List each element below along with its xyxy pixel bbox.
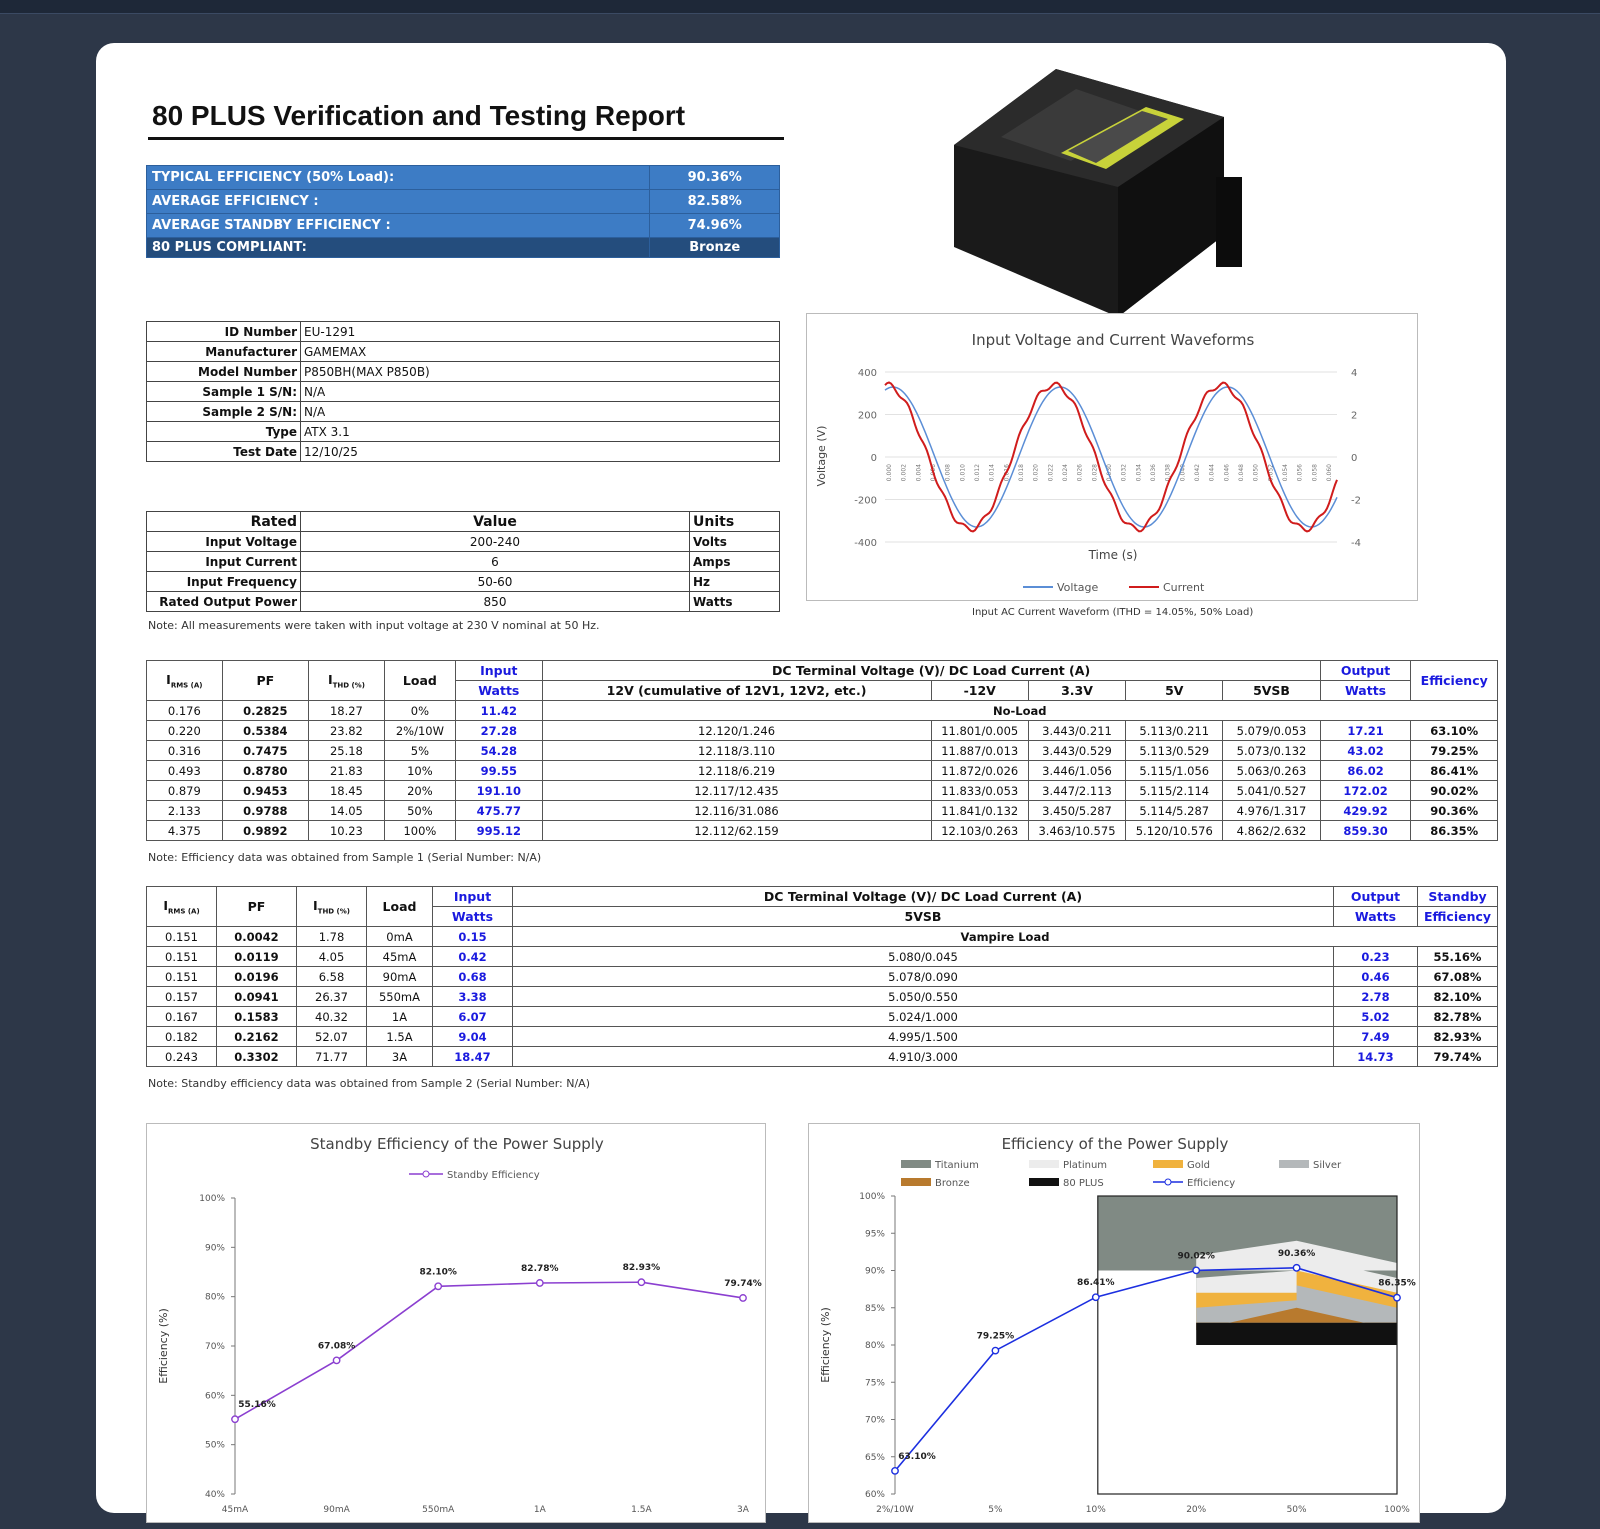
info-label: Sample 1 S/N: [147, 382, 301, 402]
chart-ylabel: Efficiency (%) [157, 1308, 170, 1384]
waveform-time-tick: 0.060 [1326, 464, 1333, 482]
chart-title: Standby Efficiency of the Power Supply [310, 1135, 604, 1153]
col-3v3: 3.3V [1028, 681, 1125, 701]
col-input-1: Input [433, 887, 513, 907]
waveform-time-tick: 0.058 [1311, 464, 1319, 482]
legend-label: Gold [1187, 1160, 1210, 1171]
rated-label: Input Voltage [147, 532, 301, 552]
rated-label: Input Current [147, 552, 301, 572]
summary-value: 82.58% [650, 190, 780, 214]
legend-label: Titanium [935, 1160, 979, 1171]
rated-value: 6 [301, 552, 690, 572]
y-tick-label: 80% [864, 1341, 885, 1351]
rated-value: 50-60 [301, 572, 690, 592]
info-value: GAMEMAX [301, 342, 780, 362]
waveform-time-tick: 0.050 [1252, 464, 1260, 482]
waveform-caption: Input AC Current Waveform (ITHD = 14.05%, 50% Load) [972, 607, 1254, 618]
waveform-right-tick: -4 [1351, 538, 1361, 549]
info-label: Manufacturer [147, 342, 301, 362]
col-input-2: Watts [433, 907, 513, 927]
waveform-chart [807, 314, 1419, 602]
data-point [435, 1283, 441, 1289]
y-tick-label: 95% [864, 1229, 885, 1240]
table-row: 0.151 0.0119 4.05 45mA 0.42 5.080/0.045 0.23 55.16% [147, 947, 1498, 967]
col-ithd: $I_{THD (\%)}$ [297, 887, 367, 927]
rated-unit: Hz [690, 572, 780, 592]
waveform-ylabel: Voltage (V) [815, 425, 828, 487]
table-row: 4.375 0.9892 10.23 100% 995.12 12.112/62.159 12.103/0.263 3.463/10.575 5.120/10.576 4.862/2.632 859.30 86.35% [147, 821, 1498, 841]
data-label: 82.10% [419, 1267, 457, 1278]
table-row: 0.879 0.9453 18.45 20% 191.10 12.117/12.435 11.833/0.053 3.447/2.113 5.115/2.114 5.041/0.527 172.02 90.02% [147, 781, 1498, 801]
waveform-time-tick: 0.026 [1076, 464, 1084, 482]
waveform-time-tick: 0.056 [1296, 464, 1304, 482]
waveform-time-tick: 0.038 [1164, 464, 1172, 482]
col-5vsb: 5VSB [513, 907, 1334, 927]
waveform-right-tick: 4 [1351, 368, 1358, 379]
info-value: ATX 3.1 [301, 422, 780, 442]
rated-label: Rated Output Power [147, 592, 301, 612]
y-tick-label: 100% [199, 1194, 225, 1204]
data-point [992, 1347, 998, 1353]
waveform-time-tick: 0.002 [900, 464, 908, 482]
chart-title: Efficiency of the Power Supply [1001, 1135, 1229, 1153]
summary-label: TYPICAL EFFICIENCY (50% Load): [147, 166, 650, 190]
waveform-time-tick: 0.012 [974, 464, 981, 482]
waveform-time-tick: 0.018 [1018, 464, 1025, 482]
y-tick-label: 90% [204, 1243, 225, 1254]
legend-label: Efficiency [1187, 1178, 1236, 1189]
rated-header: Value [301, 512, 690, 532]
data-label: 86.35% [1378, 1278, 1416, 1289]
summary-value: Bronze [650, 238, 780, 258]
y-tick-label: 50% [204, 1440, 225, 1451]
col-12v: 12V (cumulative of 12V1, 12V2, etc.) [542, 681, 931, 701]
col-minus12v: -12V [931, 681, 1028, 701]
legend-voltage-label: Voltage [1057, 581, 1099, 594]
efficiency-chart [809, 1124, 1421, 1524]
summary-value: 74.96% [650, 214, 780, 238]
waveform-left-tick: 0 [870, 453, 877, 464]
info-value: P850BH(MAX P850B) [301, 362, 780, 382]
rated-unit: Amps [690, 552, 780, 572]
waveform-time-tick: 0.052 [1267, 464, 1275, 482]
chart-ylabel: Efficiency (%) [819, 1307, 832, 1383]
legend-swatch [1029, 1160, 1059, 1168]
table-row: 0.182 0.2162 52.07 1.5A 9.04 4.995/1.500 7.49 82.93% [147, 1027, 1498, 1047]
y-tick-label: 40% [204, 1490, 225, 1500]
table-row: 0.157 0.0941 26.37 550mA 3.38 5.050/0.550 2.78 82.10% [147, 987, 1498, 1007]
summary-label: AVERAGE STANDBY EFFICIENCY : [147, 214, 650, 238]
waveform-time-tick: 0.020 [1032, 464, 1040, 482]
rated-header: Rated [147, 512, 301, 532]
table-row: 0.316 0.7475 25.18 5% 54.28 12.118/3.110 11.887/0.013 3.443/0.529 5.113/0.529 5.073/0.132 43.02 79.25% [147, 741, 1498, 761]
legend-marker [1165, 1179, 1171, 1185]
table-row: 0.151 0.0042 1.78 0mA 0.15 Vampire Load [147, 927, 1498, 947]
y-tick-label: 65% [864, 1452, 885, 1463]
waveform-right-tick: -2 [1351, 495, 1361, 507]
x-tick-label: 90mA [323, 1505, 350, 1515]
data-label: 82.93% [622, 1263, 661, 1274]
vampire-load-label: Vampire Load [513, 927, 1498, 947]
waveform-right-tick: 0 [1351, 453, 1358, 464]
info-value: 12/10/25 [301, 442, 780, 462]
waveform-time-tick: 0.036 [1150, 464, 1157, 482]
data-point [1193, 1267, 1199, 1273]
table-row: 0.243 0.3302 71.77 3A 18.47 4.910/3.000 14.73 79.74% [147, 1047, 1498, 1067]
y-tick-label: 90% [864, 1266, 885, 1277]
col-load: Load [367, 887, 433, 927]
table-row: 2.133 0.9788 14.05 50% 475.77 12.116/31.086 11.841/0.132 3.450/5.287 5.114/5.287 4.976/1.317 429.92 90.36% [147, 801, 1498, 821]
col-5vsb: 5VSB [1223, 681, 1320, 701]
legend-label: Platinum [1063, 1160, 1108, 1171]
col-output-1: Output [1334, 887, 1418, 907]
waveform-time-tick: 0.028 [1091, 464, 1099, 482]
waveform-title: Input Voltage and Current Waveforms [971, 331, 1255, 349]
waveform-time-tick: 0.014 [988, 464, 996, 482]
waveform-right-tick: 2 [1351, 410, 1358, 422]
info-value: EU-1291 [301, 322, 780, 342]
col-dc-terminal: DC Terminal Voltage (V)/ DC Load Current (A) [542, 661, 1320, 681]
x-tick-label: 2%/10W [876, 1505, 914, 1515]
y-tick-label: 80% [204, 1292, 225, 1303]
col-pf: PF [217, 887, 297, 927]
legend-swatch [901, 1160, 931, 1168]
rated-unit: Volts [690, 532, 780, 552]
info-label: Test Date [147, 442, 301, 462]
data-point [892, 1468, 898, 1474]
y-tick-label: 70% [864, 1415, 885, 1426]
info-value: N/A [301, 402, 780, 422]
waveform-time-tick: 0.030 [1106, 464, 1113, 482]
data-point [1093, 1294, 1099, 1300]
data-point [232, 1416, 238, 1422]
efficiency-note: Note: Efficiency data was obtained from Sample 1 (Serial Number: N/A) [148, 851, 542, 864]
waveform-time-tick: 0.010 [959, 464, 967, 482]
data-label: 86.41% [1077, 1278, 1115, 1289]
data-label: 82.78% [521, 1263, 559, 1274]
info-table [146, 321, 780, 462]
col-load: Load [384, 661, 455, 701]
rated-label: Input Frequency [147, 572, 301, 592]
legend-swatch [1153, 1160, 1183, 1168]
legend-swatch [901, 1178, 931, 1186]
report-page [96, 43, 1506, 1513]
x-tick-label: 550mA [422, 1505, 455, 1515]
col-standby-1: Standby [1418, 887, 1498, 907]
x-tick-label: 1.5A [631, 1505, 652, 1515]
data-label: 79.25% [976, 1331, 1015, 1342]
waveform-time-tick: 0.040 [1179, 464, 1187, 482]
col-5v: 5V [1126, 681, 1223, 701]
x-tick-label: 1A [533, 1505, 546, 1515]
x-tick-label: 20% [1186, 1505, 1207, 1515]
table-row: 0.176 0.2825 18.27 0% 11.42 No-Load [147, 701, 1498, 721]
standby-table [146, 886, 1498, 1067]
legend-marker [423, 1171, 429, 1177]
data-point [740, 1295, 746, 1301]
data-point [638, 1279, 644, 1285]
legend-swatch [1029, 1178, 1059, 1186]
waveform-left-tick: -200 [854, 495, 877, 507]
standby-efficiency-chart-box [146, 1123, 766, 1523]
waveform-time-tick: 0.032 [1120, 464, 1128, 482]
waveform-time-tick: 0.042 [1194, 464, 1201, 482]
data-point [537, 1280, 543, 1286]
col-input-1: Input [456, 661, 542, 681]
y-tick-label: 100% [859, 1192, 885, 1202]
band-80-plus [1196, 1323, 1397, 1345]
x-tick-label: 10% [1085, 1505, 1106, 1515]
title-underline [148, 137, 784, 140]
data-point [1293, 1265, 1299, 1271]
waveform-left-tick: -400 [854, 538, 877, 549]
col-dc-terminal: DC Terminal Voltage (V)/ DC Load Current (A) [513, 887, 1334, 907]
legend-label: Standby Efficiency [447, 1170, 540, 1181]
legend-label: Bronze [935, 1178, 970, 1189]
summary-label: AVERAGE EFFICIENCY : [147, 190, 650, 214]
waveform-time-tick: 0.048 [1238, 464, 1245, 482]
col-input-2: Watts [456, 681, 542, 701]
waveform-xlabel: Time (s) [1088, 548, 1138, 562]
col-output-1: Output [1320, 661, 1411, 681]
x-tick-label: 45mA [221, 1505, 249, 1515]
data-label: 90.02% [1177, 1251, 1215, 1262]
rated-value: 200-240 [301, 532, 690, 552]
x-tick-label: 100% [1384, 1505, 1410, 1515]
summary-value: 90.36% [650, 166, 780, 190]
waveform-time-tick: 0.004 [915, 464, 923, 482]
legend-swatch [1279, 1160, 1309, 1168]
waveform-time-tick: 0.016 [1003, 464, 1011, 482]
waveform-left-tick: 200 [857, 410, 877, 422]
top-bar [0, 0, 1600, 14]
col-output-2: Watts [1320, 681, 1411, 701]
waveform-time-tick: 0.006 [930, 464, 937, 482]
series-line [235, 1282, 743, 1419]
y-tick-label: 70% [204, 1342, 225, 1352]
info-label: Type [147, 422, 301, 442]
waveform-left-tick: 400 [857, 368, 877, 379]
waveform-time-tick: 0.034 [1135, 464, 1143, 482]
table-row: 0.151 0.0196 6.58 90mA 0.68 5.078/0.090 0.46 67.08% [147, 967, 1498, 987]
col-irms: $I_{RMS (A)}$ [147, 661, 223, 701]
no-load-label: No-Load [542, 701, 1497, 721]
standby-efficiency-chart [147, 1124, 767, 1524]
col-ithd: $I_{THD (\%)}$ [309, 661, 385, 701]
data-label: 63.10% [898, 1451, 936, 1462]
col-efficiency: Efficiency [1411, 661, 1498, 701]
report-title: 80 PLUS Verification and Testing Report [152, 100, 686, 131]
standby-note: Note: Standby efficiency data was obtained from Sample 2 (Serial Number: N/A) [148, 1077, 590, 1090]
col-standby-2: Efficiency [1418, 907, 1498, 927]
data-label: 79.74% [724, 1278, 762, 1289]
info-value: N/A [301, 382, 780, 402]
legend-current-label: Current [1163, 581, 1205, 594]
rated-unit: Watts [690, 592, 780, 612]
table-row: 0.220 0.5384 23.82 2%/10W 27.28 12.120/1.246 11.801/0.005 3.443/0.211 5.113/0.211 5.079/0.053 17.21 63.10% [147, 721, 1498, 741]
legend-label: Silver [1313, 1160, 1342, 1171]
efficiency-chart-box [808, 1123, 1420, 1523]
psu-product-photo [946, 57, 1246, 317]
data-point [1394, 1294, 1400, 1300]
waveform-chart-box [806, 313, 1418, 601]
col-pf: PF [222, 661, 308, 701]
table-row: 0.493 0.8780 21.83 10% 99.55 12.118/6.219 11.872/0.026 3.446/1.056 5.115/1.056 5.063/0.263 86.02 86.41% [147, 761, 1498, 781]
table-row: 0.167 0.1583 40.32 1A 6.07 5.024/1.000 5.02 82.78% [147, 1007, 1498, 1027]
data-point [333, 1357, 339, 1363]
info-label: Sample 2 S/N: [147, 402, 301, 422]
y-tick-label: 85% [864, 1303, 885, 1314]
summary-table [146, 165, 780, 258]
rated-note: Note: All measurements were taken with input voltage at 230 V nominal at 50 Hz. [148, 619, 600, 632]
waveform-time-tick: 0.054 [1282, 464, 1289, 482]
legend-label: 80 PLUS [1063, 1178, 1104, 1189]
y-tick-label: 75% [864, 1378, 885, 1389]
rated-header: Units [690, 512, 780, 532]
waveform-time-tick: 0.022 [1047, 464, 1055, 482]
efficiency-table [146, 660, 1498, 841]
x-tick-label: 3A [737, 1505, 749, 1515]
summary-label: 80 PLUS COMPLIANT: [147, 238, 650, 258]
x-tick-label: 50% [1286, 1505, 1307, 1515]
info-label: Model Number [147, 362, 301, 382]
col-output-2: Watts [1334, 907, 1418, 927]
waveform-time-tick: 0.024 [1062, 464, 1069, 482]
info-label: ID Number [147, 322, 301, 342]
rated-value: 850 [301, 592, 690, 612]
data-label: 90.36% [1277, 1248, 1316, 1259]
col-irms: $I_{RMS (A)}$ [147, 887, 217, 927]
waveform-time-tick: 0.000 [886, 464, 893, 482]
y-tick-label: 60% [204, 1391, 225, 1402]
x-tick-label: 5% [988, 1505, 1003, 1515]
waveform-time-tick: 0.046 [1223, 464, 1231, 482]
y-tick-label: 60% [864, 1490, 885, 1500]
rated-table [146, 511, 780, 612]
data-label: 67.08% [317, 1341, 356, 1352]
waveform-time-tick: 0.044 [1208, 464, 1216, 482]
data-label: 55.16% [238, 1400, 276, 1411]
waveform-time-tick: 0.008 [944, 464, 952, 482]
